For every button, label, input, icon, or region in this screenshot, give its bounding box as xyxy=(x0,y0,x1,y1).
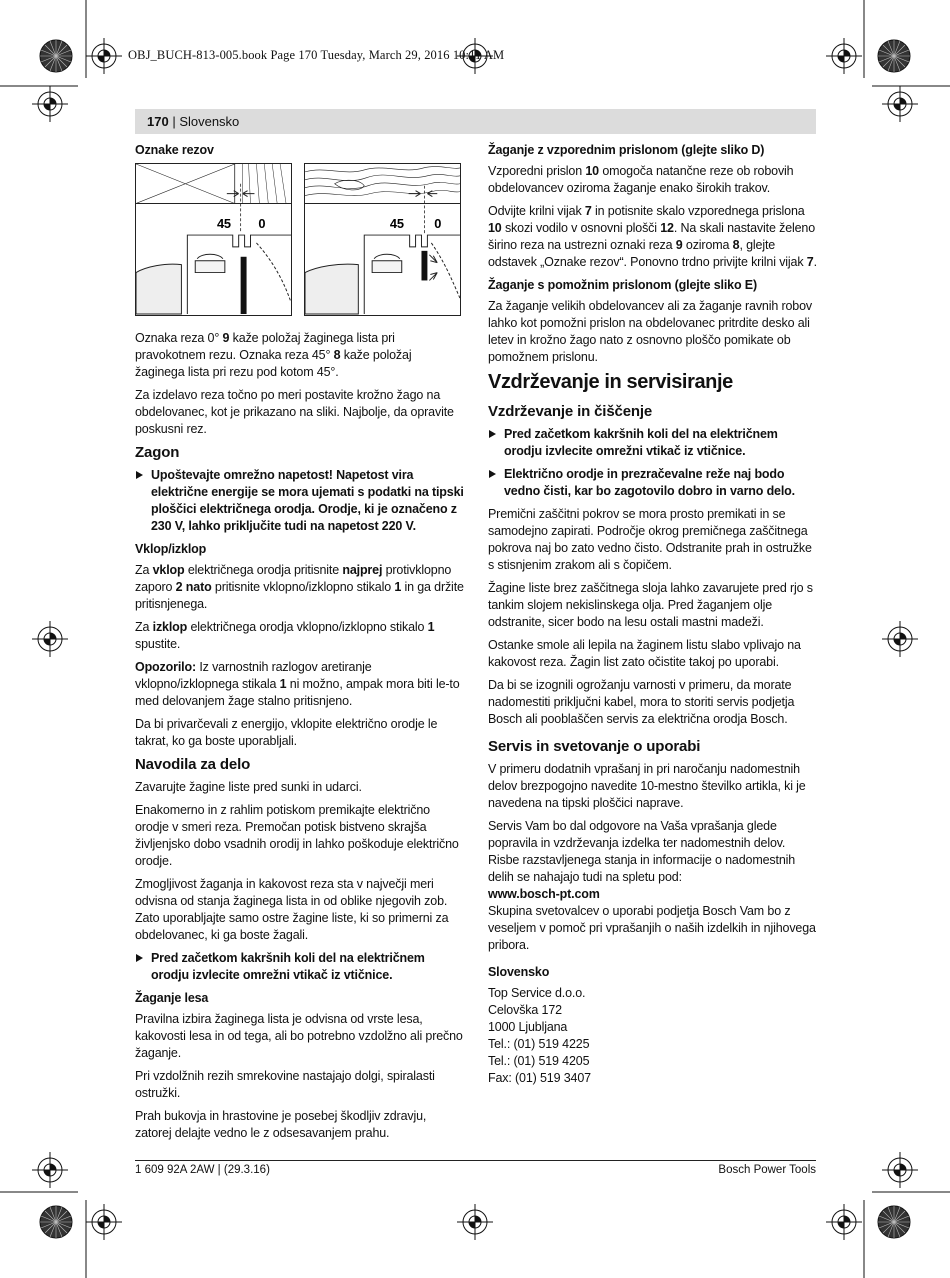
text-run: omogoča natančne reze ob robovih obdelovancev oziroma žaganje enako širokih trakov. xyxy=(488,164,794,195)
paragraph-vzporedni-2 xyxy=(488,203,817,271)
bullet-ciscenje-1 xyxy=(488,426,817,460)
ref-number: 1 xyxy=(427,620,435,634)
text-run: in potisnite skalo vzporednega prislona xyxy=(595,204,805,218)
text-run: . Na skali nastavite želeno širino reza na ustrezni oznaki reza xyxy=(488,221,816,252)
figure-cut-mark-left xyxy=(135,163,292,316)
ref-number: 10 xyxy=(488,221,502,235)
heading-vzporedni-prislon: Žaganje z vzporednim prislonom (glejte sliko D) xyxy=(488,143,765,157)
text-run: spustite. xyxy=(135,637,181,651)
heading-navodila: Navodila za delo xyxy=(135,756,251,773)
paragraph-ciscenje-4: Da bi se izognili ogrožanju varnosti v primeru, da morate nadomestiti priključni kabel, mora to storiti servis podjetja Bosch ali pooblaščen servis za električna orodja Bosch. xyxy=(488,678,795,726)
text-run: Odvijte krilni vijak xyxy=(488,204,582,218)
text-run: protivklopno zaporo xyxy=(135,563,452,594)
text-bold: 2 nato xyxy=(175,580,212,594)
text-run: Za xyxy=(135,620,150,634)
label-45-right: 45 xyxy=(389,216,404,232)
heading-servis: Servis in svetovanje o uporabi xyxy=(488,738,701,755)
text-bold: vklop xyxy=(152,563,185,577)
text-run: pritisnite vklopno/izklopno stikalo xyxy=(214,580,391,594)
bullet-text: Pred začetkom kakršnih koli del na električnem orodju izvlecite omrežni vtikač iz vtičnice. xyxy=(151,951,425,982)
footer-rule xyxy=(135,1160,816,1161)
bullet-ciscenje-2 xyxy=(488,466,817,500)
text-bold: Opozorilo: xyxy=(135,660,196,674)
ref-number: 7 xyxy=(584,204,592,218)
ref-number: 8 xyxy=(732,238,740,252)
book-info-line: OBJ_BUCH-813-005.book Page 170 Tuesday, March 29, 2016 10:11 AM xyxy=(128,48,505,62)
page-header: 170 | Slovensko xyxy=(135,109,816,134)
paragraph-navodila-2: Enakomerno in z rahlim potiskom premikajte električno orodje v smeri reza. Premočan potisk bistveno skrajša življenjsko dobo vsadnih orodij in lahko poškoduje električno orodje. xyxy=(135,803,459,868)
text-run: kaže položaj žaginega lista pri pravokotnem rezu. Oznaka reza 45° xyxy=(135,331,395,362)
text-run: kaže položaj žaginega lista pri rezu pod kotom 45°. xyxy=(135,348,412,379)
heading-vzdrzevanje-ciscenje: Vzdrževanje in čiščenje xyxy=(488,403,653,420)
text-run: Oznaka reza 0° xyxy=(135,331,220,345)
paragraph-ciscenje-3: Ostanke smole ali lepila na žaginem listu slabo vplivajo na kakovost reza. Žagin list zato očistite takoj po uporabi. xyxy=(488,638,801,669)
bullet-text: Električno orodje in prezračevalne reže naj bodo vedno čisti, kar bo zagotovilo dobro in varno delo. xyxy=(504,467,795,498)
address-line: Top Service d.o.o. xyxy=(488,986,586,1000)
paragraph-navodila-1: Zavarujte žagine liste pred sunki in udarci. xyxy=(135,780,362,794)
ref-number: 1 xyxy=(394,580,402,594)
label-45-left: 45 xyxy=(216,216,231,232)
text-bold: najprej xyxy=(342,563,383,577)
text-run: Vzporedni prislon xyxy=(488,164,583,178)
bullet-zagon xyxy=(135,467,464,535)
ref-number: 12 xyxy=(660,221,674,235)
paragraph-ciscenje-2: Žagine liste brez zaščitnega sloja lahko zavarujete pred rjo s tankim slojem nekislinskega olja. Pred žaganjem olje odstranite, sicer bodo na lesu ostali mastni madeži. xyxy=(488,581,813,629)
text-run: Iz varnostnih razlogov aretiranje vklopno/izklopnega stikala xyxy=(135,660,372,691)
text-run: oziroma xyxy=(685,238,730,252)
bullet-triangle-icon xyxy=(136,954,143,962)
text-run: električnega orodja vklopno/izklopno stikalo xyxy=(190,620,425,634)
text-run: skozi vodilo v osnovni plošči xyxy=(504,221,657,235)
ref-number: 7 xyxy=(806,255,814,269)
heading-vklop-izklop: Vklop/izklop xyxy=(135,542,207,556)
label-0-left: 0 xyxy=(258,216,266,232)
paragraph-energija: Da bi privarčevali z energijo, vklopite električno orodje le takrat, ko ga boste uporabljali. xyxy=(135,717,438,748)
text-run: Za xyxy=(135,563,150,577)
paragraph-vklop xyxy=(135,562,464,613)
address-phone: Tel.: (01) 519 4225 xyxy=(488,1037,590,1051)
paragraph-pomozni: Za žaganje velikih obdelovancev ali za žaganje ravnih robov lahko kot pomožni prislon na obdelovanec pritrdite desko ali letev in krožno žago nato z osnovno ploščo pomikate ob pomožnem prislonu. xyxy=(488,299,812,364)
heading-pomozni-prislon: Žaganje s pomožnim prislonom (glejte sliko E) xyxy=(488,278,757,292)
address-line: Celovška 172 xyxy=(488,1003,562,1017)
service-address xyxy=(488,985,817,1087)
text-run: električnega orodja pritisnite xyxy=(187,563,339,577)
ref-number: 9 xyxy=(222,331,230,345)
footer-brand: Bosch Power Tools xyxy=(718,1164,816,1176)
footer-doc-code: 1 609 92A 2AW | (29.3.16) xyxy=(135,1164,270,1176)
paragraph-lesa-2: Pri vzdolžnih rezih smrekovine nastajajo dolgi, spiralasti ostružki. xyxy=(135,1069,435,1100)
ref-number: 8 xyxy=(333,348,341,362)
paragraph-opozorilo xyxy=(135,659,464,710)
header-section: Slovensko xyxy=(179,114,240,129)
paragraph-vzporedni-1 xyxy=(488,163,817,197)
address-line: 1000 Ljubljana xyxy=(488,1020,568,1034)
paragraph-lesa-3: Prah bukovja in hrastovine je posebej škodljiv zdravju, zatorej delajte vedno le z odsesavanjem prahu. xyxy=(135,1109,427,1140)
bullet-navodila xyxy=(135,950,464,984)
paragraph-ciscenje-1: Premični zaščitni pokrov se mora prosto premikati in se samodejno zapirati. Področje okrog premičnega zaščitnega pokrova naj bo zato vedno čisto. Odstranite prah in ostružke s stisnjenim zrakom ali s čopičem. xyxy=(488,507,812,572)
left-column xyxy=(135,142,464,1148)
cut-marks-figures xyxy=(135,163,464,316)
bullet-triangle-icon xyxy=(136,471,143,479)
text-run: , glejte odstavek „Oznake rezov“. Ponovno trdno privijte krilni vijak xyxy=(488,238,804,269)
text-run: in ga držite pritisnjenega. xyxy=(135,580,464,611)
right-column xyxy=(488,142,817,1087)
bosch-url-link[interactable]: www.bosch-pt.com xyxy=(488,887,600,901)
paragraph-oznaka-1 xyxy=(135,330,464,381)
paragraph-servis-3: Skupina svetovalcev o uporabi podjetja Bosch Vam bo z veseljem v pomoč pri vprašanjih o naših izdelkih in njihovega pribora. xyxy=(488,904,816,952)
bullet-text: Pred začetkom kakršnih koli del na električnem orodju izvlecite omrežni vtikač iz vtičnice. xyxy=(504,427,778,458)
paragraph-oznaka-2: Za izdelavo reza točno po meri postavite krožno žago na obdelovanec, kot je prikazano na sliki. Najbolje, da opravite poskusni rez. xyxy=(135,388,454,436)
text-run: ni možno, ampak mora biti le-to med delovanjem žage stalno pritisnjeno. xyxy=(135,677,460,708)
heading-slovensko: Slovensko xyxy=(488,965,550,979)
figure-cut-mark-right xyxy=(304,163,461,316)
heading-zagon: Zagon xyxy=(135,444,180,461)
paragraph-servis-1: V primeru dodatnih vprašanj in pri naročanju nadomestnih delov brezpogojno navedite 10-mestno številko artikla, ki je navedena na tipski ploščici naprave. xyxy=(488,762,806,810)
bullet-triangle-icon xyxy=(489,470,496,478)
heading-vzdrzevanje-servisiranje: Vzdrževanje in servisiranje xyxy=(488,371,733,393)
paragraph-navodila-3: Zmogljivost žaganja in kakovost reza sta v največji meri odvisna od stanja žaginega lista in od oblike njegovih zob. Zato uporabljajte samo ostre žagine liste, ki so primerni za obdelovanec, ki ga boste žagali. xyxy=(135,877,449,942)
text-bold: izklop xyxy=(152,620,188,634)
paragraph-servis-2: Servis Vam bo dal odgovore na Vaša vprašanja glede popravila in vzdrževanja izdelka ter nadomestnih delov. Risbe razstavljenega stanja in informacije o nadomestnih delih se nahajajo tudi na spletu pod: xyxy=(488,819,796,884)
ref-number: 1 xyxy=(279,677,287,691)
ref-number: 9 xyxy=(675,238,683,252)
label-0-right: 0 xyxy=(434,216,442,232)
bullet-text: Upoštevajte omrežno napetost! Napetost vira električne energije se mora ujemati s podatki na tipski ploščici električnega orodja. Orodje, ki je označeno z 230 V, lahko priključite tudi na napetost 220 V. xyxy=(151,468,464,533)
heading-zaganje-lesa: Žaganje lesa xyxy=(135,991,209,1005)
ref-number: 10 xyxy=(585,164,599,178)
paragraph-lesa-1: Pravilna izbira žaginega lista je odvisna od vrste lesa, kakovosti lesa in od tega, ali bo potrebno vzdolžno ali prečno žaganje. xyxy=(135,1012,463,1060)
page-number: 170 xyxy=(147,114,169,129)
paragraph-izklop xyxy=(135,619,464,653)
bullet-triangle-icon xyxy=(489,430,496,438)
text-run: . xyxy=(813,255,817,269)
address-phone: Tel.: (01) 519 4205 xyxy=(488,1054,590,1068)
address-fax: Fax: (01) 519 3407 xyxy=(488,1071,591,1085)
heading-oznake-rezov: Oznake rezov xyxy=(135,143,214,157)
